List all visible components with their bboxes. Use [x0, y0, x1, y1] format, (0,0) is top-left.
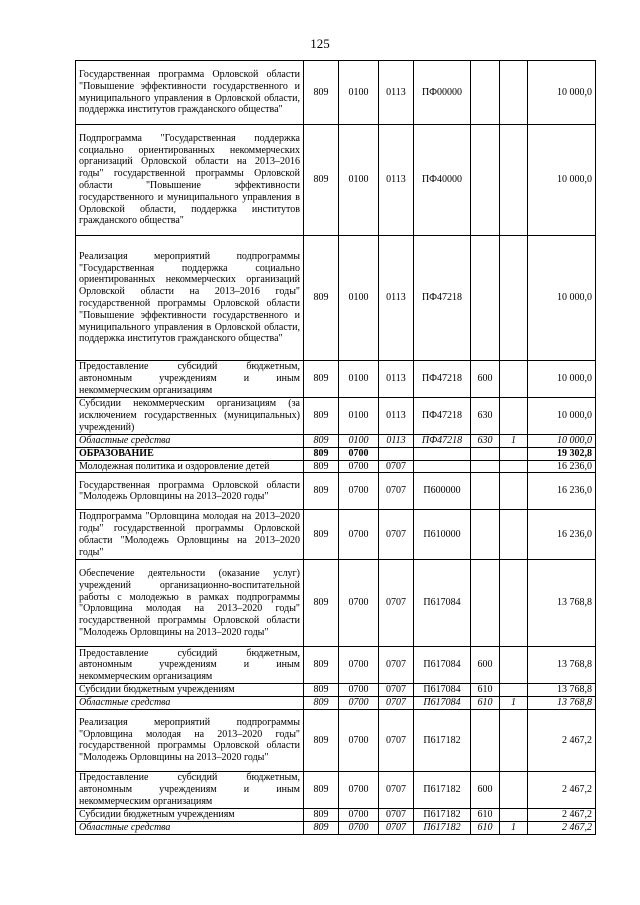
section-code: 0700	[339, 447, 379, 460]
expense-type-code: 610	[471, 697, 500, 710]
subsection-code: 0707	[379, 697, 414, 710]
table-row	[76, 447, 596, 460]
amount: 10 000,0	[528, 435, 596, 448]
table-row	[76, 398, 596, 435]
grbs-code: 809	[304, 61, 339, 125]
amount: 2 467,2	[528, 808, 596, 821]
section-code: 0700	[339, 560, 379, 647]
grbs-code: 809	[304, 684, 339, 697]
subsection-code: 0707	[379, 771, 414, 808]
amount: 13 768,8	[528, 560, 596, 647]
row-name: Предоставление субсидий бюджетным, автономным учреждениям и иным некоммерческим организациям	[76, 647, 304, 684]
grbs-code: 809	[304, 398, 339, 435]
funding-source-code	[500, 125, 528, 236]
amount: 10 000,0	[528, 125, 596, 236]
expense-type-code: 630	[471, 398, 500, 435]
section-code: 0700	[339, 771, 379, 808]
table-row	[76, 821, 596, 834]
subsection-code: 0113	[379, 236, 414, 361]
subsection-code: 0707	[379, 684, 414, 697]
grbs-code: 809	[304, 821, 339, 834]
funding-source-code	[500, 510, 528, 560]
table-row	[76, 460, 596, 473]
subsection-code	[379, 447, 414, 460]
target-article-code: П617084	[414, 560, 471, 647]
section-code: 0100	[339, 435, 379, 448]
table-row	[76, 697, 596, 710]
subsection-code: 0707	[379, 510, 414, 560]
funding-source-code	[500, 473, 528, 510]
target-article-code: П617182	[414, 808, 471, 821]
amount: 16 236,0	[528, 460, 596, 473]
section-code: 0700	[339, 460, 379, 473]
section-code: 0700	[339, 647, 379, 684]
expense-type-code	[471, 460, 500, 473]
table-row	[76, 435, 596, 448]
expense-type-code	[471, 510, 500, 560]
target-article-code: П617084	[414, 697, 471, 710]
grbs-code: 809	[304, 808, 339, 821]
amount: 13 768,8	[528, 697, 596, 710]
subsection-code: 0113	[379, 125, 414, 236]
target-article-code: П617084	[414, 684, 471, 697]
table-row	[76, 510, 596, 560]
section-code: 0700	[339, 510, 379, 560]
section-code: 0700	[339, 473, 379, 510]
target-article-code	[414, 460, 471, 473]
row-name: ОБРАЗОВАНИЕ	[76, 447, 304, 460]
section-code: 0700	[339, 684, 379, 697]
page-number: 125	[310, 36, 330, 51]
grbs-code: 809	[304, 361, 339, 398]
target-article-code: П610000	[414, 510, 471, 560]
funding-source-code	[500, 647, 528, 684]
grbs-code: 809	[304, 447, 339, 460]
funding-source-code: 1	[500, 435, 528, 448]
subsection-code: 0707	[379, 560, 414, 647]
grbs-code: 809	[304, 473, 339, 510]
row-name: Субсидии некоммерческим организациям (за исключением государственных (муниципальных) учреждений)	[76, 398, 304, 435]
target-article-code: ПФ40000	[414, 125, 471, 236]
funding-source-code: 1	[500, 821, 528, 834]
funding-source-code	[500, 684, 528, 697]
funding-source-code	[500, 771, 528, 808]
row-name: Субсидии бюджетным учреждениям	[76, 808, 304, 821]
grbs-code: 809	[304, 236, 339, 361]
grbs-code: 809	[304, 510, 339, 560]
row-name: Областные средства	[76, 697, 304, 710]
grbs-code: 809	[304, 125, 339, 236]
expense-type-code	[471, 560, 500, 647]
target-article-code: П600000	[414, 473, 471, 510]
target-article-code: ПФ47218	[414, 435, 471, 448]
table-row	[76, 647, 596, 684]
amount: 13 768,8	[528, 684, 596, 697]
funding-source-code	[500, 460, 528, 473]
subsection-code: 0707	[379, 709, 414, 771]
target-article-code: П617182	[414, 771, 471, 808]
budget-table	[75, 60, 596, 835]
amount: 10 000,0	[528, 236, 596, 361]
expense-type-code: 600	[471, 647, 500, 684]
amount: 2 467,2	[528, 821, 596, 834]
section-code: 0700	[339, 821, 379, 834]
table-row	[76, 684, 596, 697]
funding-source-code	[500, 398, 528, 435]
table-row	[76, 560, 596, 647]
expense-type-code	[471, 473, 500, 510]
row-name: Молодежная политика и оздоровление детей	[76, 460, 304, 473]
row-name: Субсидии бюджетным учреждениям	[76, 684, 304, 697]
subsection-code: 0707	[379, 473, 414, 510]
funding-source-code	[500, 447, 528, 460]
row-name: Реализация мероприятий подпрограммы "Государственная поддержка социально ориентированных некоммерческих организаций Орловской области на 2013–2016 годы" государственной программы Орловской области "Повышение эффективности государственного и муниципального управления в Орловской области, поддержка институтов гражданского общества"	[76, 236, 304, 361]
table-row	[76, 61, 596, 125]
row-name: Подпрограмма "Орловщина молодая на 2013–2020 годы" государственной программы Орловской области "Молодежь Орловщины на 2013–2020 годы"	[76, 510, 304, 560]
expense-type-code: 610	[471, 821, 500, 834]
target-article-code: ПФ47218	[414, 236, 471, 361]
funding-source-code	[500, 361, 528, 398]
expense-type-code	[471, 61, 500, 125]
target-article-code: П617084	[414, 647, 471, 684]
subsection-code: 0707	[379, 460, 414, 473]
subsection-code: 0113	[379, 435, 414, 448]
row-name: Областные средства	[76, 821, 304, 834]
table-row	[76, 236, 596, 361]
row-name: Предоставление субсидий бюджетным, автономным учреждениям и иным некоммерческим организациям	[76, 361, 304, 398]
target-article-code: ПФ47218	[414, 398, 471, 435]
table-row	[76, 808, 596, 821]
section-code: 0100	[339, 236, 379, 361]
subsection-code: 0707	[379, 821, 414, 834]
subsection-code: 0113	[379, 398, 414, 435]
amount: 13 768,8	[528, 647, 596, 684]
amount: 10 000,0	[528, 398, 596, 435]
funding-source-code	[500, 808, 528, 821]
amount: 19 302,8	[528, 447, 596, 460]
expense-type-code: 630	[471, 435, 500, 448]
expense-type-code	[471, 447, 500, 460]
amount: 16 236,0	[528, 510, 596, 560]
amount: 10 000,0	[528, 361, 596, 398]
row-name: Предоставление субсидий бюджетным, автономным учреждениям и иным некоммерческим организациям	[76, 771, 304, 808]
funding-source-code	[500, 560, 528, 647]
section-code: 0100	[339, 361, 379, 398]
expense-type-code: 610	[471, 684, 500, 697]
grbs-code: 809	[304, 435, 339, 448]
expense-type-code: 600	[471, 771, 500, 808]
funding-source-code	[500, 61, 528, 125]
row-name: Обеспечение деятельности (оказание услуг) учреждений организационно-воспитательной работы с молодежью в рамках подпрограммы "Орловщина молодая на 2013–2020 годы" государственной программы Орловской области "Молодежь Орловщины на 2013–2020 годы"	[76, 560, 304, 647]
grbs-code: 809	[304, 771, 339, 808]
row-name: Государственная программа Орловской области "Повышение эффективности государственного и муниципального управления в Орловской области, поддержка институтов гражданского общества"	[76, 61, 304, 125]
expense-type-code: 600	[471, 361, 500, 398]
section-code: 0100	[339, 398, 379, 435]
subsection-code: 0707	[379, 808, 414, 821]
expense-type-code: 610	[471, 808, 500, 821]
table-row	[76, 473, 596, 510]
funding-source-code	[500, 236, 528, 361]
expense-type-code	[471, 236, 500, 361]
grbs-code: 809	[304, 560, 339, 647]
funding-source-code: 1	[500, 697, 528, 710]
amount: 10 000,0	[528, 61, 596, 125]
row-name: Реализация мероприятий подпрограммы "Орловщина молодая на 2013–2020 годы" государственной программы Орловской области "Молодежь Орловщины на 2013–2020 годы"	[76, 709, 304, 771]
target-article-code	[414, 447, 471, 460]
grbs-code: 809	[304, 647, 339, 684]
section-code: 0700	[339, 709, 379, 771]
table-row	[76, 709, 596, 771]
row-name: Областные средства	[76, 435, 304, 448]
amount: 16 236,0	[528, 473, 596, 510]
section-code: 0700	[339, 697, 379, 710]
section-code: 0100	[339, 61, 379, 125]
target-article-code: ПФ00000	[414, 61, 471, 125]
target-article-code: ПФ47218	[414, 361, 471, 398]
subsection-code: 0707	[379, 647, 414, 684]
subsection-code: 0113	[379, 361, 414, 398]
subsection-code: 0113	[379, 61, 414, 125]
funding-source-code	[500, 709, 528, 771]
expense-type-code	[471, 709, 500, 771]
grbs-code: 809	[304, 697, 339, 710]
table-row	[76, 361, 596, 398]
table-row	[76, 125, 596, 236]
expense-type-code	[471, 125, 500, 236]
row-name: Государственная программа Орловской области "Молодежь Орловщины на 2013–2020 годы"	[76, 473, 304, 510]
section-code: 0100	[339, 125, 379, 236]
amount: 2 467,2	[528, 771, 596, 808]
table-row	[76, 771, 596, 808]
row-name: Подпрограмма "Государственная поддержка социально ориентированных некоммерческих организаций Орловской области на 2013–2016 годы" государственной программы Орловской области "Повышение эффективности государственного и муниципального управления в Орловской области, поддержка институтов гражданского общества"	[76, 125, 304, 236]
target-article-code: П617182	[414, 821, 471, 834]
amount: 2 467,2	[528, 709, 596, 771]
grbs-code: 809	[304, 460, 339, 473]
section-code: 0700	[339, 808, 379, 821]
target-article-code: П617182	[414, 709, 471, 771]
grbs-code: 809	[304, 709, 339, 771]
